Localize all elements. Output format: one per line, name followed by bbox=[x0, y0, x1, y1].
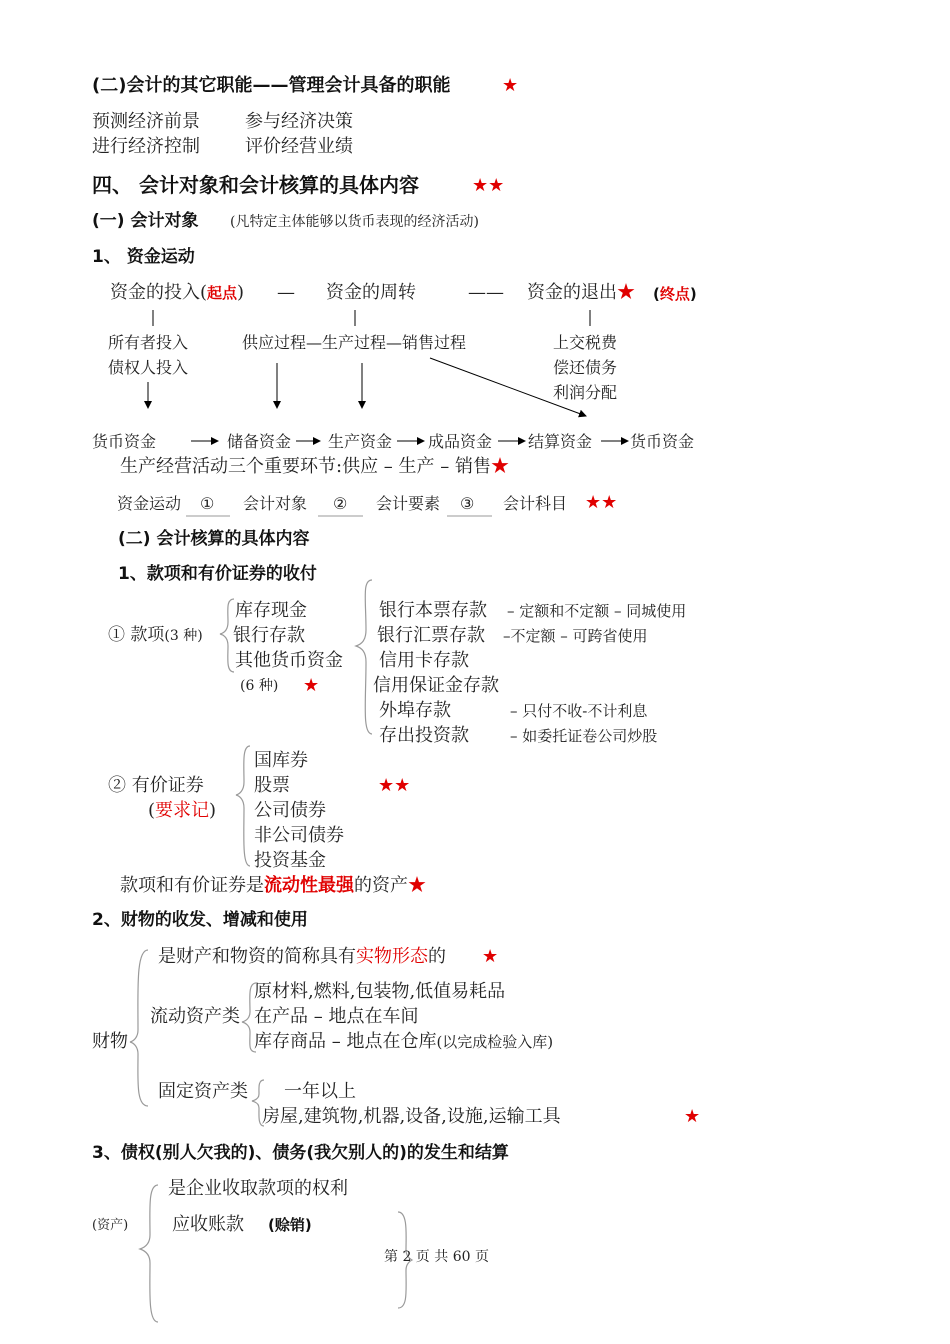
chain-node: 结算资金 bbox=[528, 432, 593, 451]
asset-tag: (资产) bbox=[92, 1218, 129, 1233]
money-item: 其他货币资金 bbox=[235, 650, 343, 671]
star-icon: ★★ bbox=[472, 175, 505, 196]
fixed-assets-label: 固定资产类 bbox=[158, 1081, 248, 1102]
exit-item: 上交税费 bbox=[553, 333, 618, 352]
chain-node: 储备资金 bbox=[227, 432, 292, 451]
current-asset-item: 在产品 – 地点在车间 bbox=[254, 1006, 419, 1027]
money-label: ① 款项(3 种) bbox=[108, 625, 203, 645]
claim-definition: 是企业收取款项的权利 bbox=[168, 1178, 348, 1199]
fund-heading: 1、 资金运动 bbox=[92, 247, 195, 267]
input-source: 债权人投入 bbox=[108, 358, 189, 377]
security-item: 非公司债券 bbox=[254, 825, 344, 846]
function-item: 参与经济决策 bbox=[245, 111, 353, 132]
deposit-type: 银行本票存款 bbox=[379, 600, 487, 621]
fund-turnover: 资金的周转 bbox=[326, 282, 416, 303]
property-definition: 是财产和物资的简称具有实物形态的 bbox=[158, 946, 446, 967]
exit-item: 利润分配 bbox=[553, 383, 618, 402]
subsection-note: (凡特定主体能够以货币表现的经济活动) bbox=[230, 214, 479, 230]
securities-label: ② 有价证券 bbox=[108, 775, 204, 796]
deposit-desc: – 只付不收-不计利息 bbox=[510, 702, 648, 720]
subsection-heading: (一) 会计对象 bbox=[92, 211, 199, 231]
deposit-desc: –不定额 – 可跨省使用 bbox=[503, 627, 648, 645]
star-icon: ★★ bbox=[378, 775, 411, 796]
fixed-asset-item: 房屋,建筑物,机器,设备,设施,运输工具 bbox=[262, 1106, 561, 1127]
topic-heading: 2、财物的收发、增减和使用 bbox=[92, 910, 308, 930]
current-asset-item: 原材料,燃料,包装物,低值易耗品 bbox=[254, 981, 506, 1002]
fixed-asset-item: 一年以上 bbox=[284, 1081, 356, 1102]
star-icon: ★ bbox=[684, 1106, 701, 1127]
exit-item: 偿还债务 bbox=[553, 358, 618, 377]
seq-num: ③ bbox=[460, 494, 475, 513]
deposit-type: 信用保证金存款 bbox=[373, 675, 499, 696]
seq-item: 会计对象 bbox=[243, 494, 308, 513]
security-item: 投资基金 bbox=[254, 850, 326, 871]
other-count: (6 种) bbox=[240, 678, 279, 694]
topic-heading: 3、债权(别人欠我的)、债务(我欠别人的)的发生和结算 bbox=[92, 1143, 509, 1163]
deposit-type: 信用卡存款 bbox=[379, 650, 469, 671]
function-item: 进行经济控制 bbox=[92, 136, 200, 157]
functions-heading: (二)会计的其它职能——管理会计具备的职能 bbox=[92, 75, 451, 96]
deposit-type: 存出投资款 bbox=[379, 725, 469, 746]
seq-item: 会计要素 bbox=[376, 494, 441, 513]
security-item: 公司债券 bbox=[254, 800, 326, 821]
money-item: 库存现金 bbox=[235, 600, 307, 621]
receivable-label: 应收账款 bbox=[172, 1214, 244, 1235]
function-item: 评价经营业绩 bbox=[245, 136, 353, 157]
star-icon: ★ bbox=[482, 946, 499, 967]
key-stages: 生产经营活动三个重要环节:供应 – 生产 – 销售★ bbox=[120, 456, 509, 477]
function-item: 预测经济前景 bbox=[92, 111, 200, 132]
star-icon: ★★ bbox=[585, 492, 618, 513]
deposit-desc: – 如委托证卷公司炒股 bbox=[510, 727, 658, 745]
current-asset-item: 库存商品 – 地点在仓库(以完成检验入库) bbox=[254, 1031, 554, 1052]
current-assets-label: 流动资产类 bbox=[150, 1006, 240, 1027]
input-source: 所有者投入 bbox=[108, 333, 189, 352]
fund-end: (终点) bbox=[653, 285, 697, 303]
property-label: 财物 bbox=[92, 1031, 128, 1052]
fund-exit: 资金的退出★ bbox=[527, 282, 635, 303]
receivable-note: (赊销) bbox=[268, 1216, 312, 1234]
liquidity-note: 款项和有价证券是流动性最强的资产★ bbox=[120, 875, 426, 896]
security-item: 国库券 bbox=[254, 750, 308, 771]
seq-num: ② bbox=[333, 494, 348, 513]
securities-note: (要求记) bbox=[148, 800, 217, 821]
deposit-type: 银行汇票存款 bbox=[377, 625, 485, 646]
seq-item: 资金运动 bbox=[117, 494, 182, 513]
section-heading: 四、 会计对象和会计核算的具体内容 bbox=[92, 173, 419, 197]
dash: —— bbox=[468, 282, 504, 303]
process-chain: 供应过程—生产过程—销售过程 bbox=[242, 333, 467, 352]
chain-node: 货币资金 bbox=[92, 432, 157, 451]
star-icon: ★ bbox=[303, 675, 320, 696]
chain-node: 生产资金 bbox=[328, 432, 393, 451]
chain-node: 货币资金 bbox=[630, 432, 695, 451]
chain-node: 成品资金 bbox=[428, 432, 493, 451]
security-item: 股票 bbox=[254, 775, 290, 796]
seq-num: ① bbox=[200, 494, 215, 513]
fund-input: 资金的投入(起点) bbox=[110, 282, 245, 303]
star-icon: ★ bbox=[502, 75, 519, 96]
money-item: 银行存款 bbox=[233, 625, 305, 646]
seq-item: 会计科目 bbox=[503, 494, 568, 513]
deposit-type: 外埠存款 bbox=[379, 700, 451, 721]
deposit-desc: – 定额和不定额 – 同城使用 bbox=[507, 602, 687, 620]
dash: — bbox=[277, 282, 295, 303]
page-number: 第 2 页 共 60 页 bbox=[384, 1249, 489, 1265]
topic-heading: 1、款项和有价证券的收付 bbox=[118, 564, 317, 584]
subsection-heading: (二) 会计核算的具体内容 bbox=[118, 529, 310, 549]
